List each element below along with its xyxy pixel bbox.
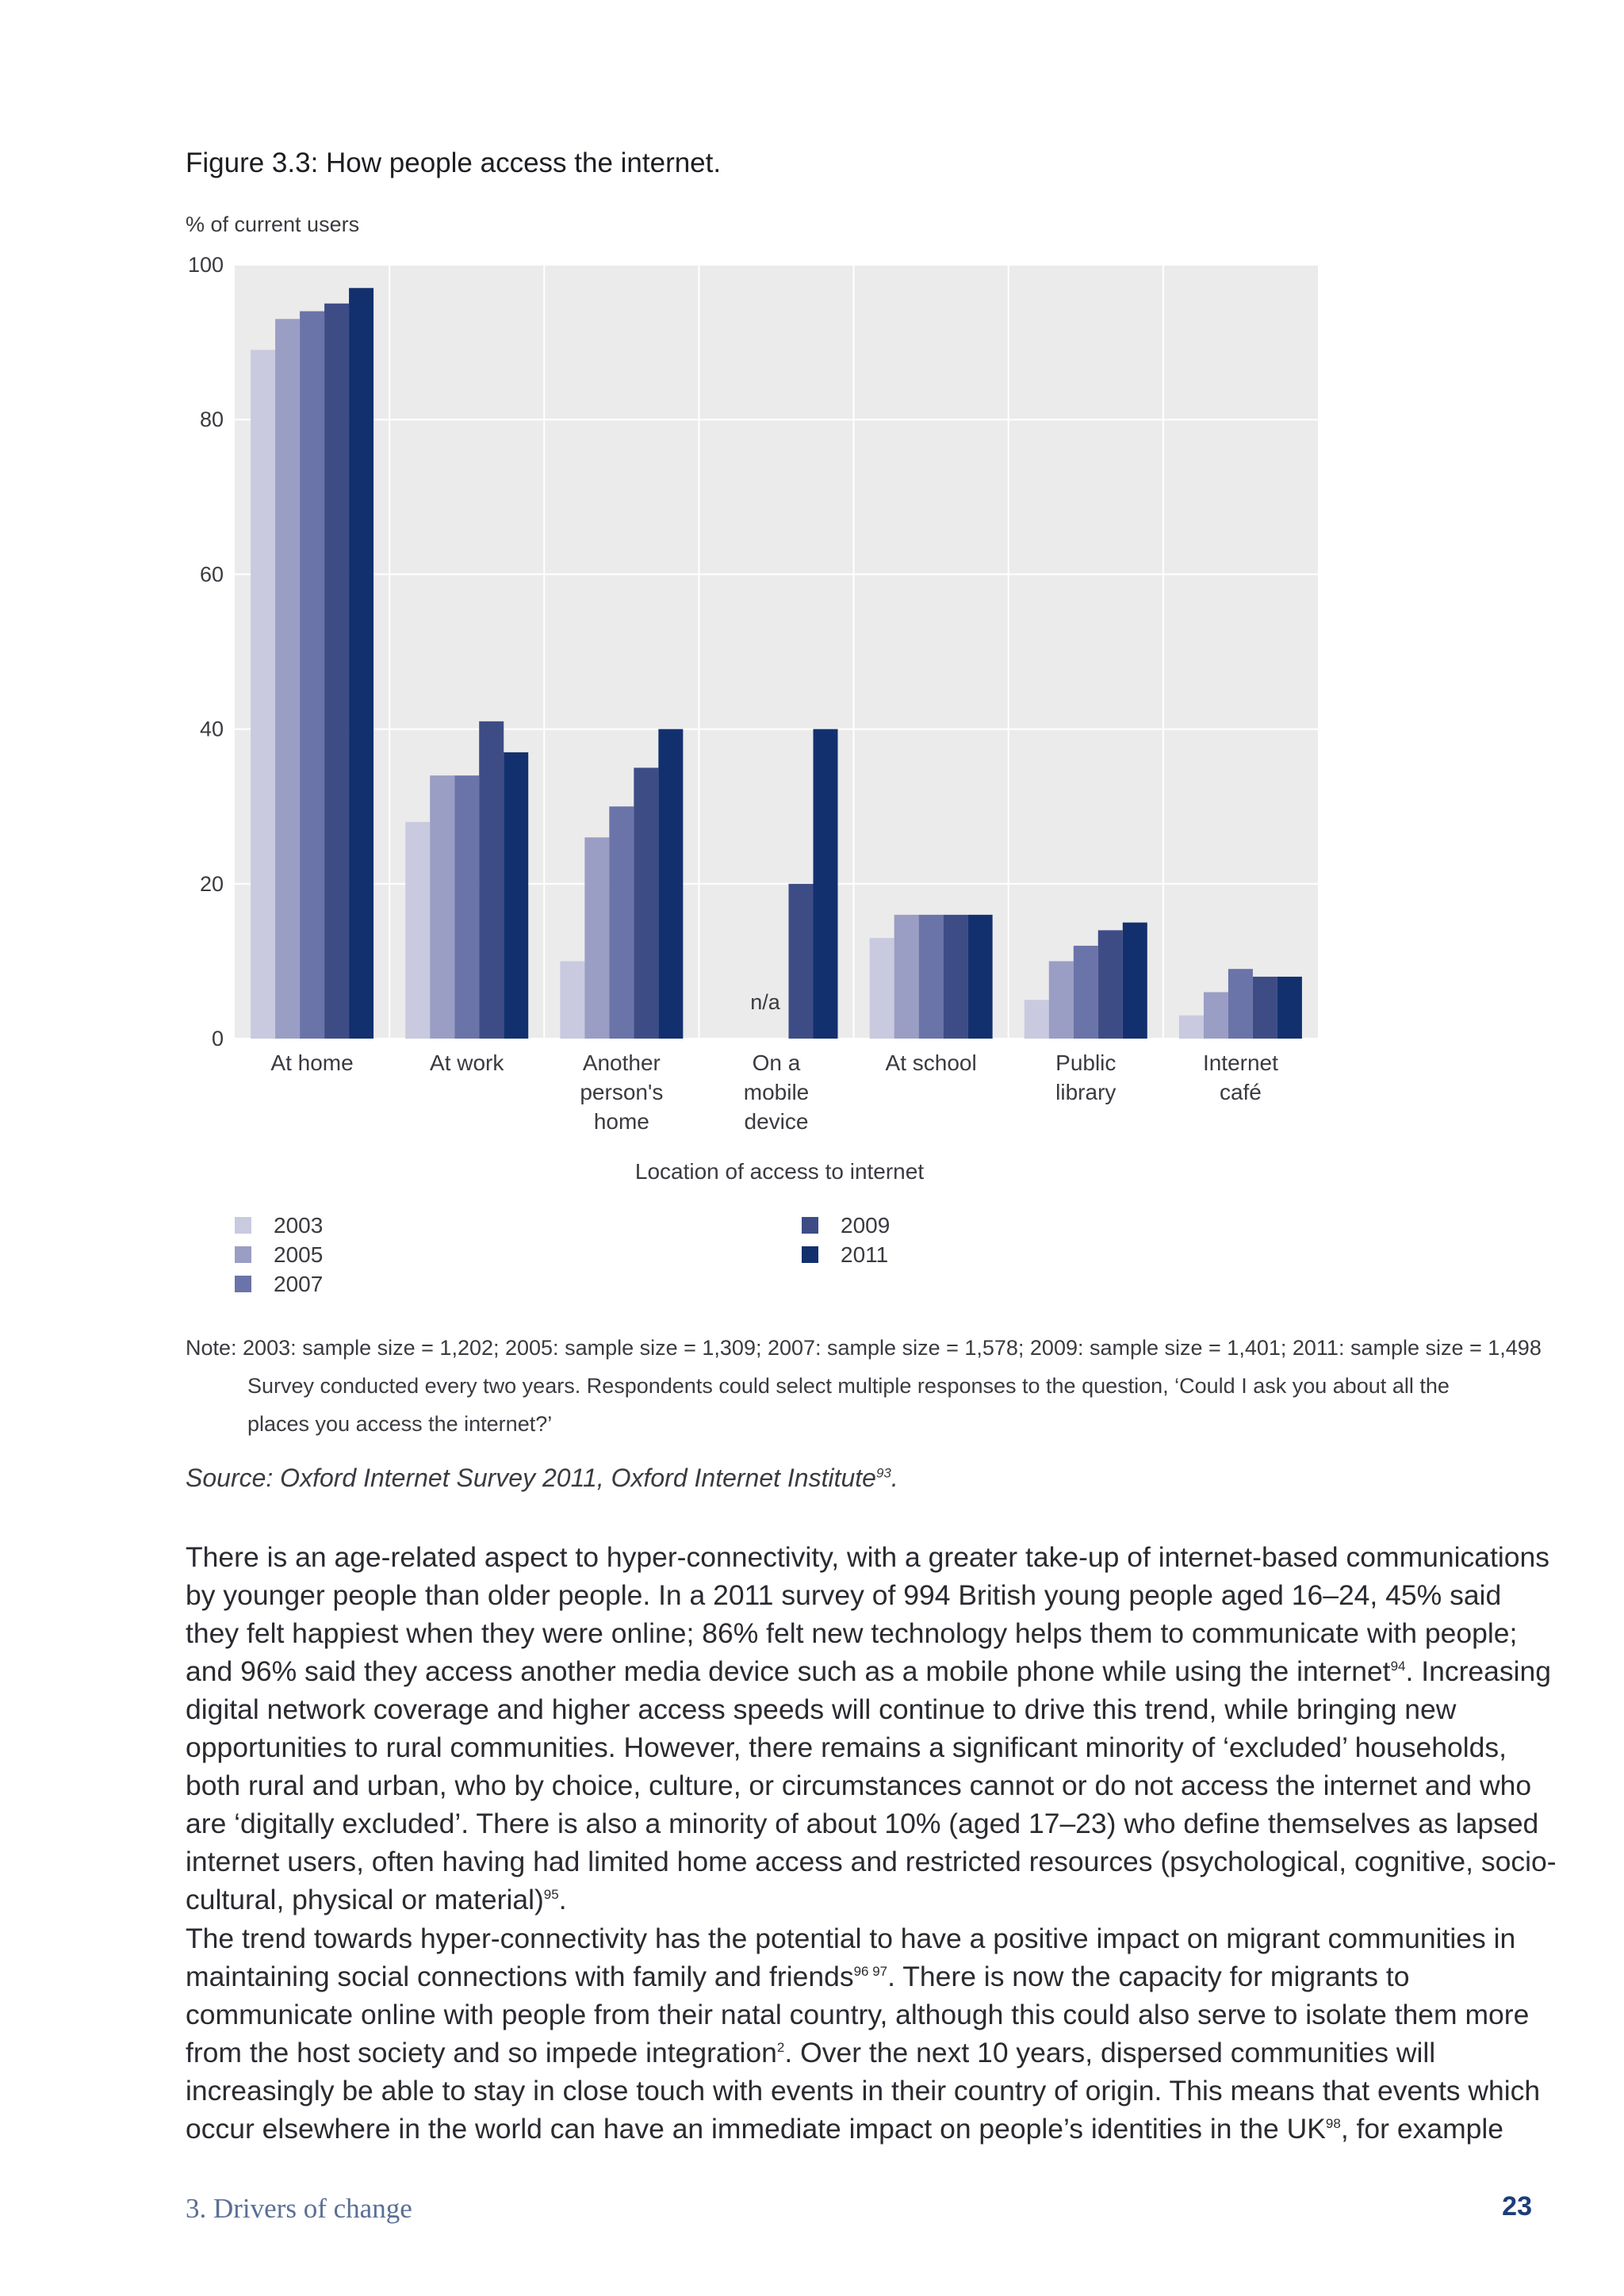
para2-ref-2: 2 <box>776 2040 785 2056</box>
bar-2003-cat6 <box>1179 1016 1204 1039</box>
bar-2011-cat2 <box>658 729 683 1039</box>
page-number: 23 <box>1502 2191 1532 2221</box>
bar-2009-cat5 <box>1098 930 1123 1039</box>
figure-title: Figure 3.3: How people access the internet. <box>186 147 722 178</box>
bar-2003-cat0 <box>251 350 275 1039</box>
bar-2005-cat1 <box>430 775 454 1039</box>
legend-label-2005: 2005 <box>274 1242 324 1267</box>
bar-2003-cat1 <box>405 822 430 1039</box>
bar-2005-cat4 <box>894 915 919 1039</box>
bar-2003-cat4 <box>870 938 894 1039</box>
bar-2005-cat5 <box>1049 961 1074 1039</box>
bar-2005-cat6 <box>1204 992 1228 1039</box>
x-tick-label-5: Public library <box>1055 1050 1116 1104</box>
para2-text-4: , for example <box>1340 2113 1504 2145</box>
bar-2005-cat2 <box>584 837 609 1039</box>
para2-ref-1: 96 97 <box>853 1964 888 1980</box>
x-tick-label-0: At home <box>270 1050 354 1075</box>
y-tick-label-60: 60 <box>199 562 224 587</box>
para2-text-2: . There is now the capacity for migrants to communicate online with people from their natal country, although this could also serve to isolate them more from the host society and so impede integration <box>186 1961 1530 2068</box>
bar-2007-cat4 <box>919 915 944 1039</box>
bar-2009-cat0 <box>324 304 349 1039</box>
legend-label-2009: 2009 <box>841 1212 891 1238</box>
para1-ref-2: 95 <box>543 1887 559 1903</box>
legend-label-2007: 2007 <box>274 1271 324 1296</box>
body-paragraph-2 <box>186 1919 1557 2148</box>
x-tick-label-2: Another person's home <box>580 1050 664 1134</box>
y-axis-label: % of current users <box>186 212 360 236</box>
legend-left <box>235 1211 323 1299</box>
note-line-1: Note: 2003: sample size = 1,202; 2005: sample size = 1,309; 2007: sample size = 1,578; 2009: sample size = 1,401; 2011: sample size = 1,498 <box>186 1336 1542 1360</box>
legend-label-2003: 2003 <box>274 1212 324 1238</box>
legend-item-2009 <box>802 1211 890 1240</box>
bar-2009-cat3 <box>789 884 814 1039</box>
x-tick-label-1: At work <box>430 1050 504 1075</box>
para1-text-1: There is an age-related aspect to hyper-connectivity, with a greater take-up of internet-based communications by younger people than older people. In a 2011 survey of 994 British young people aged 16–24, 45% said they felt happiest when they were online; 86% felt new technology helps them to communicate with people; and 96% said they access another media device such as a mobile phone while using the internet <box>186 1541 1550 1687</box>
note-line-2: Survey conducted every two years. Respondents could select multiple responses to the question, ‘Could I ask you about all the <box>247 1374 1450 1398</box>
bar-2007-cat0 <box>300 312 324 1039</box>
legend-item-2007 <box>235 1269 323 1299</box>
bar-2011-cat4 <box>968 915 993 1039</box>
legend-item-2005 <box>235 1240 323 1269</box>
legend-swatch-2005 <box>235 1246 251 1263</box>
annotation-na-0: n/a <box>750 990 780 1014</box>
para2-ref-3: 98 <box>1325 2116 1341 2132</box>
x-tick-label-4: At school <box>885 1050 977 1075</box>
bar-2011-cat5 <box>1123 923 1147 1039</box>
bar-2005-cat0 <box>275 319 300 1039</box>
plot-area <box>235 265 1318 1039</box>
figure-note <box>186 1329 1549 1443</box>
figure-source <box>186 1464 898 1493</box>
bar-2007-cat5 <box>1074 946 1098 1039</box>
legend-item-2011 <box>802 1240 890 1269</box>
y-tick-label-20: 20 <box>199 871 224 896</box>
x-tick-label-6: Internet café <box>1202 1050 1278 1104</box>
para1-text-3: . <box>558 1884 567 1915</box>
note-line-3: places you access the internet?’ <box>247 1412 553 1436</box>
bar-2011-cat1 <box>504 752 528 1039</box>
para1-text-2: . Increasing digital network coverage and higher access speeds will continue to drive this trend, while bringing new opportunities to rural communities. However, there remains a significant minority of ‘excluded’ households, both rural and urban, who by choice, culture, or circumstances cannot or do not access the internet and who are ‘digitally excluded’. There is also a minority of about 10% (aged 17–23) who define themselves as lapsed internet users, often having had limited home access and restricted resources (psychological, cognitive, socio-cultural, physical or material) <box>186 1655 1557 1915</box>
legend-swatch-2003 <box>235 1217 251 1234</box>
source-end: . <box>891 1464 898 1492</box>
bar-2009-cat1 <box>479 721 504 1039</box>
footer-section-title: 3. Drivers of change <box>186 2193 412 2224</box>
bar-2003-cat5 <box>1025 1000 1049 1039</box>
y-tick-label-80: 80 <box>199 408 224 432</box>
bar-2007-cat2 <box>609 806 634 1039</box>
bar-2007-cat6 <box>1228 969 1253 1039</box>
legend-label-2011: 2011 <box>841 1242 889 1267</box>
bar-2009-cat4 <box>944 915 968 1039</box>
y-tick-label-100: 100 <box>187 253 224 277</box>
bar-2009-cat6 <box>1253 977 1277 1039</box>
source-text: Source: Oxford Internet Survey 2011, Oxford Internet Institute <box>186 1464 876 1492</box>
body-paragraph-1 <box>186 1538 1557 1919</box>
legend-item-2003 <box>235 1211 323 1240</box>
para1-ref-1: 94 <box>1390 1659 1406 1674</box>
para2-text-3: . Over the next 10 years, dispersed communities will increasingly be able to stay in close touch with events in their country of origin. This means that events which occur elsewhere in the world can have an immediate impact on people’s identities in the UK <box>186 2037 1541 2145</box>
y-tick-label-0: 0 <box>211 1027 224 1050</box>
legend-swatch-2011 <box>802 1246 818 1263</box>
x-tick-label-3: On a mobile device <box>743 1050 810 1134</box>
bar-2007-cat1 <box>454 775 479 1039</box>
bar-2011-cat3 <box>814 729 838 1039</box>
legend-right <box>802 1211 890 1269</box>
x-axis-title: Location of access to internet <box>634 1159 925 1184</box>
legend-swatch-2007 <box>235 1276 251 1292</box>
source-ref: 93 <box>875 1465 891 1481</box>
bar-2011-cat6 <box>1277 977 1302 1039</box>
bar-2009-cat2 <box>634 767 658 1039</box>
para2-text-1: The trend towards hyper-connectivity has the potential to have a positive impact on migrant communities in maintaining social connections with family and friends <box>186 1923 1516 1992</box>
legend-swatch-2009 <box>802 1217 818 1234</box>
y-tick-label-40: 40 <box>199 717 224 741</box>
bar-2011-cat0 <box>349 288 373 1039</box>
bar-2003-cat2 <box>560 961 584 1039</box>
